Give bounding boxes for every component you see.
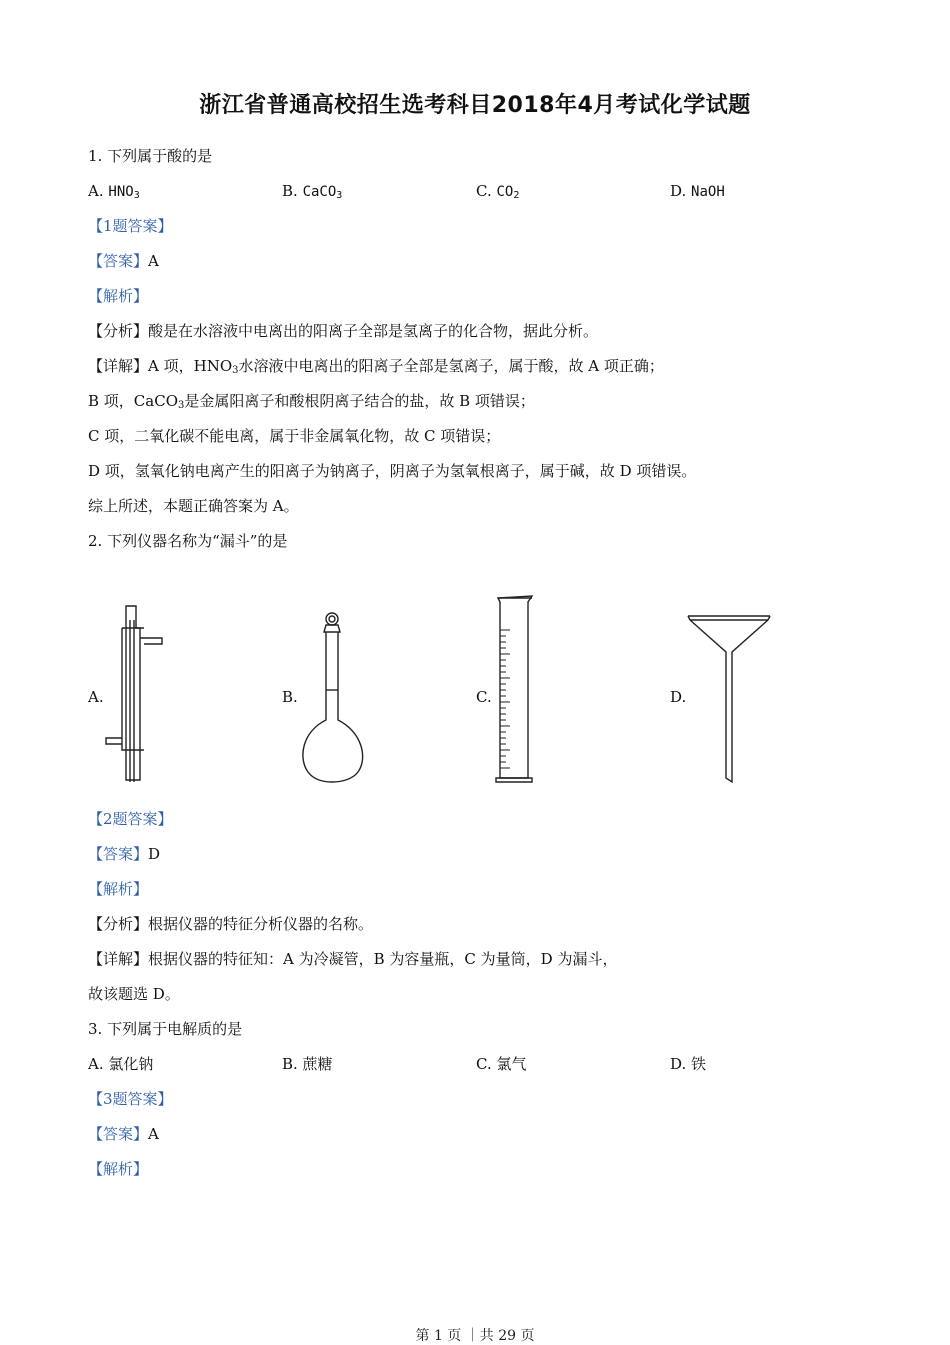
q3-answer-header: 【3题答案】 (88, 1090, 173, 1108)
q2-label-d: D. (670, 688, 687, 706)
page-title: 浙江省普通高校招生选考科目2018年4月考试化学试题 (199, 93, 751, 118)
q3-option-c: C. 氯气 (476, 1055, 527, 1073)
q1-option-b: B. CaCO$_3$ (282, 182, 343, 201)
q3-option-d: D. 铁 (670, 1055, 707, 1073)
q1-option-a: A. $HNO_3$ (88, 182, 140, 201)
q1-analysis-header: 【解析】 (88, 287, 149, 305)
q1-xiangjie: 【详解】A 项，$HNO_3$水溶液中电离出的阳离子全部是氢离子，属于酸，故 A 项正确； (88, 357, 664, 376)
q1-option-c: C. $CO_2$ (476, 182, 520, 201)
q1-answer: A (148, 252, 159, 270)
q3-option-a: A. 氯化钠 (88, 1055, 154, 1073)
page-footer: 第 1 页 ｜共 29 页 (415, 1328, 535, 1344)
q2-label-b: B. (282, 688, 298, 706)
q1-option-d: D. NaOH (670, 182, 725, 200)
q2-stem: 2. 下列仪器名称为“漏斗”的是 (88, 532, 288, 550)
q1-summary: 综上所述，本题正确答案为 A。 (88, 497, 299, 515)
q1-fenxi: 【分析】酸是在水溶液中电离出的阳离子全部是氢离子的化合物，据此分析。 (88, 322, 599, 340)
q2-conclusion: 故该题选 D。 (88, 985, 180, 1003)
q2-answer-header: 【2题答案】 (88, 810, 173, 828)
q1-answer-line (88, 251, 159, 271)
q1-stem: 1. 下列属于酸的是 (88, 147, 213, 165)
volumetric-flask-icon (296, 608, 376, 786)
q2-answer-line (88, 844, 160, 864)
condenser-icon (100, 600, 170, 785)
q3-answer: A (148, 1125, 159, 1143)
graduated-cylinder-icon (490, 592, 540, 786)
q3-analysis-header: 【解析】 (88, 1160, 149, 1178)
q3-option-b: B. 蔗糖 (282, 1055, 333, 1073)
q2-fenxi: 【分析】根据仪器的特征分析仪器的名称。 (88, 915, 374, 933)
q2-label-a: A. (88, 688, 104, 706)
answer-tag: 【答案】 (88, 845, 149, 863)
q2-answer: D (148, 845, 161, 863)
q2-label-c: C. (476, 688, 492, 706)
q1-answer-header: 【1题答案】 (88, 217, 173, 235)
q2-analysis-header: 【解析】 (88, 880, 149, 898)
q3-stem: 3. 下列属于电解质的是 (88, 1020, 243, 1038)
q3-answer-line (88, 1124, 159, 1144)
answer-tag: 【答案】 (88, 252, 149, 270)
q1-line-d: D 项，氢氧化钠电离产生的阳离子为钠离子，阴离子为氢氧根离子，属于碱，故 D 项错误。 (88, 462, 697, 480)
answer-tag: 【答案】 (88, 1125, 149, 1143)
q2-xiangjie: 【详解】根据仪器的特征知：A 为冷凝管，B 为容量瓶，C 为量筒，D 为漏斗， (88, 950, 618, 968)
funnel-icon (684, 610, 776, 786)
q1-line-b: B 项，CaCO$_3$是金属阳离子和酸根阴离子结合的盐，故 B 项错误； (88, 392, 535, 411)
q1-line-c: C 项，二氧化碳不能电离，属于非金属氧化物，故 C 项错误； (88, 427, 501, 445)
